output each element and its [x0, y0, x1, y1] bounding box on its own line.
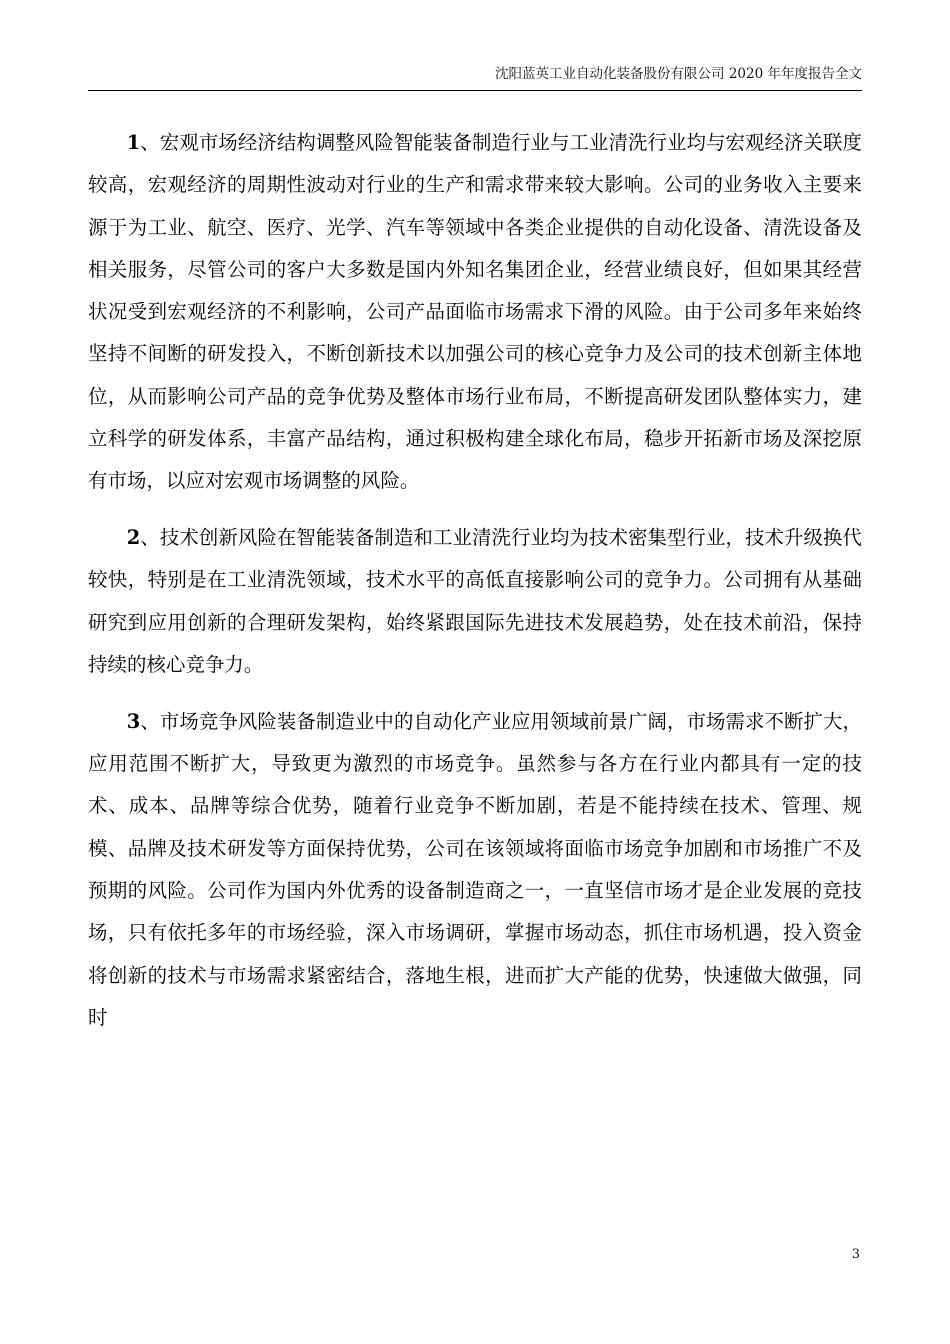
report-title: 沈阳蓝英工业自动化装备股份有限公司 2020 年年度报告全文: [495, 66, 862, 82]
paragraph-text: 、市场竞争风险装备制造业中的自动化产业应用领域前景广阔，市场需求不断扩大，应用范围不断扩大，导致更为激烈的市场竞争。虽然参与各方在行业内都具有一定的技术、成本、品牌等综合优势，随着行业竞争不断加剧，若是不能持续在技术、管理、规模、品牌及技术研发等方面保持优势，公司在该领域将面临市场竞争加剧和市场推广不及预期的风险。公司作为国内外优秀的设备制造商之一，一直坚信市场才是企业发展的竞技场，只有依托多年的市场经验，深入市场调研，掌握市场动态，抓住市场机遇，投入资金将创新的技术与市场需求紧密结合，落地生根，进而扩大产能的优势，快速做大做强，同时: [88, 709, 862, 1029]
paragraph-number: 2: [126, 526, 141, 550]
document-body: [88, 122, 862, 1054]
risk-paragraph-1: [88, 122, 862, 503]
page-header: [88, 60, 862, 91]
paragraph-text: 、宏观市场经济结构调整风险智能装备制造行业与工业清洗行业均与宏观经济关联度较高，宏观经济的周期性波动对行业的生产和需求带来较大影响。公司的业务收入主要来源于为工业、航空、医疗、光学、汽车等领域中各类企业提供的自动化设备、清洗设备及相关服务，尽管公司的客户大多数是国内外知名集团企业，经营业绩良好，但如果其经营状况受到宏观经济的不利影响，公司产品面临市场需求下滑的风险。由于公司多年来始终坚持不间断的研发投入，不断创新技术以加强公司的核心竞争力及公司的技术创新主体地位，从而影响公司产品的竞争优势及整体市场行业布局，不断提高研发团队整体实力，建立科学的研发体系，丰富产品结构，通过积极构建全球化布局，稳步开拓新市场及深挖原有市场，以应对宏观市场调整的风险。: [88, 131, 862, 493]
paragraph-number: 3: [126, 709, 141, 733]
page-number: 3: [851, 1247, 860, 1262]
paragraph-number: 1: [126, 131, 141, 154]
paragraph-text: 、技术创新风险在智能装备制造和工业清洗行业均为技术密集型行业，技术升级换代较快，特别是在工业清洗领域，技术水平的高低直接影响公司的竞争力。公司拥有从基础研究到应用创新的合理研发架构，始终紧跟国际先进技术发展趋势，处在技术前沿，保持持续的核心竞争力。: [88, 526, 862, 677]
risk-paragraph-3: [88, 701, 862, 1039]
risk-paragraph-2: [88, 517, 862, 686]
